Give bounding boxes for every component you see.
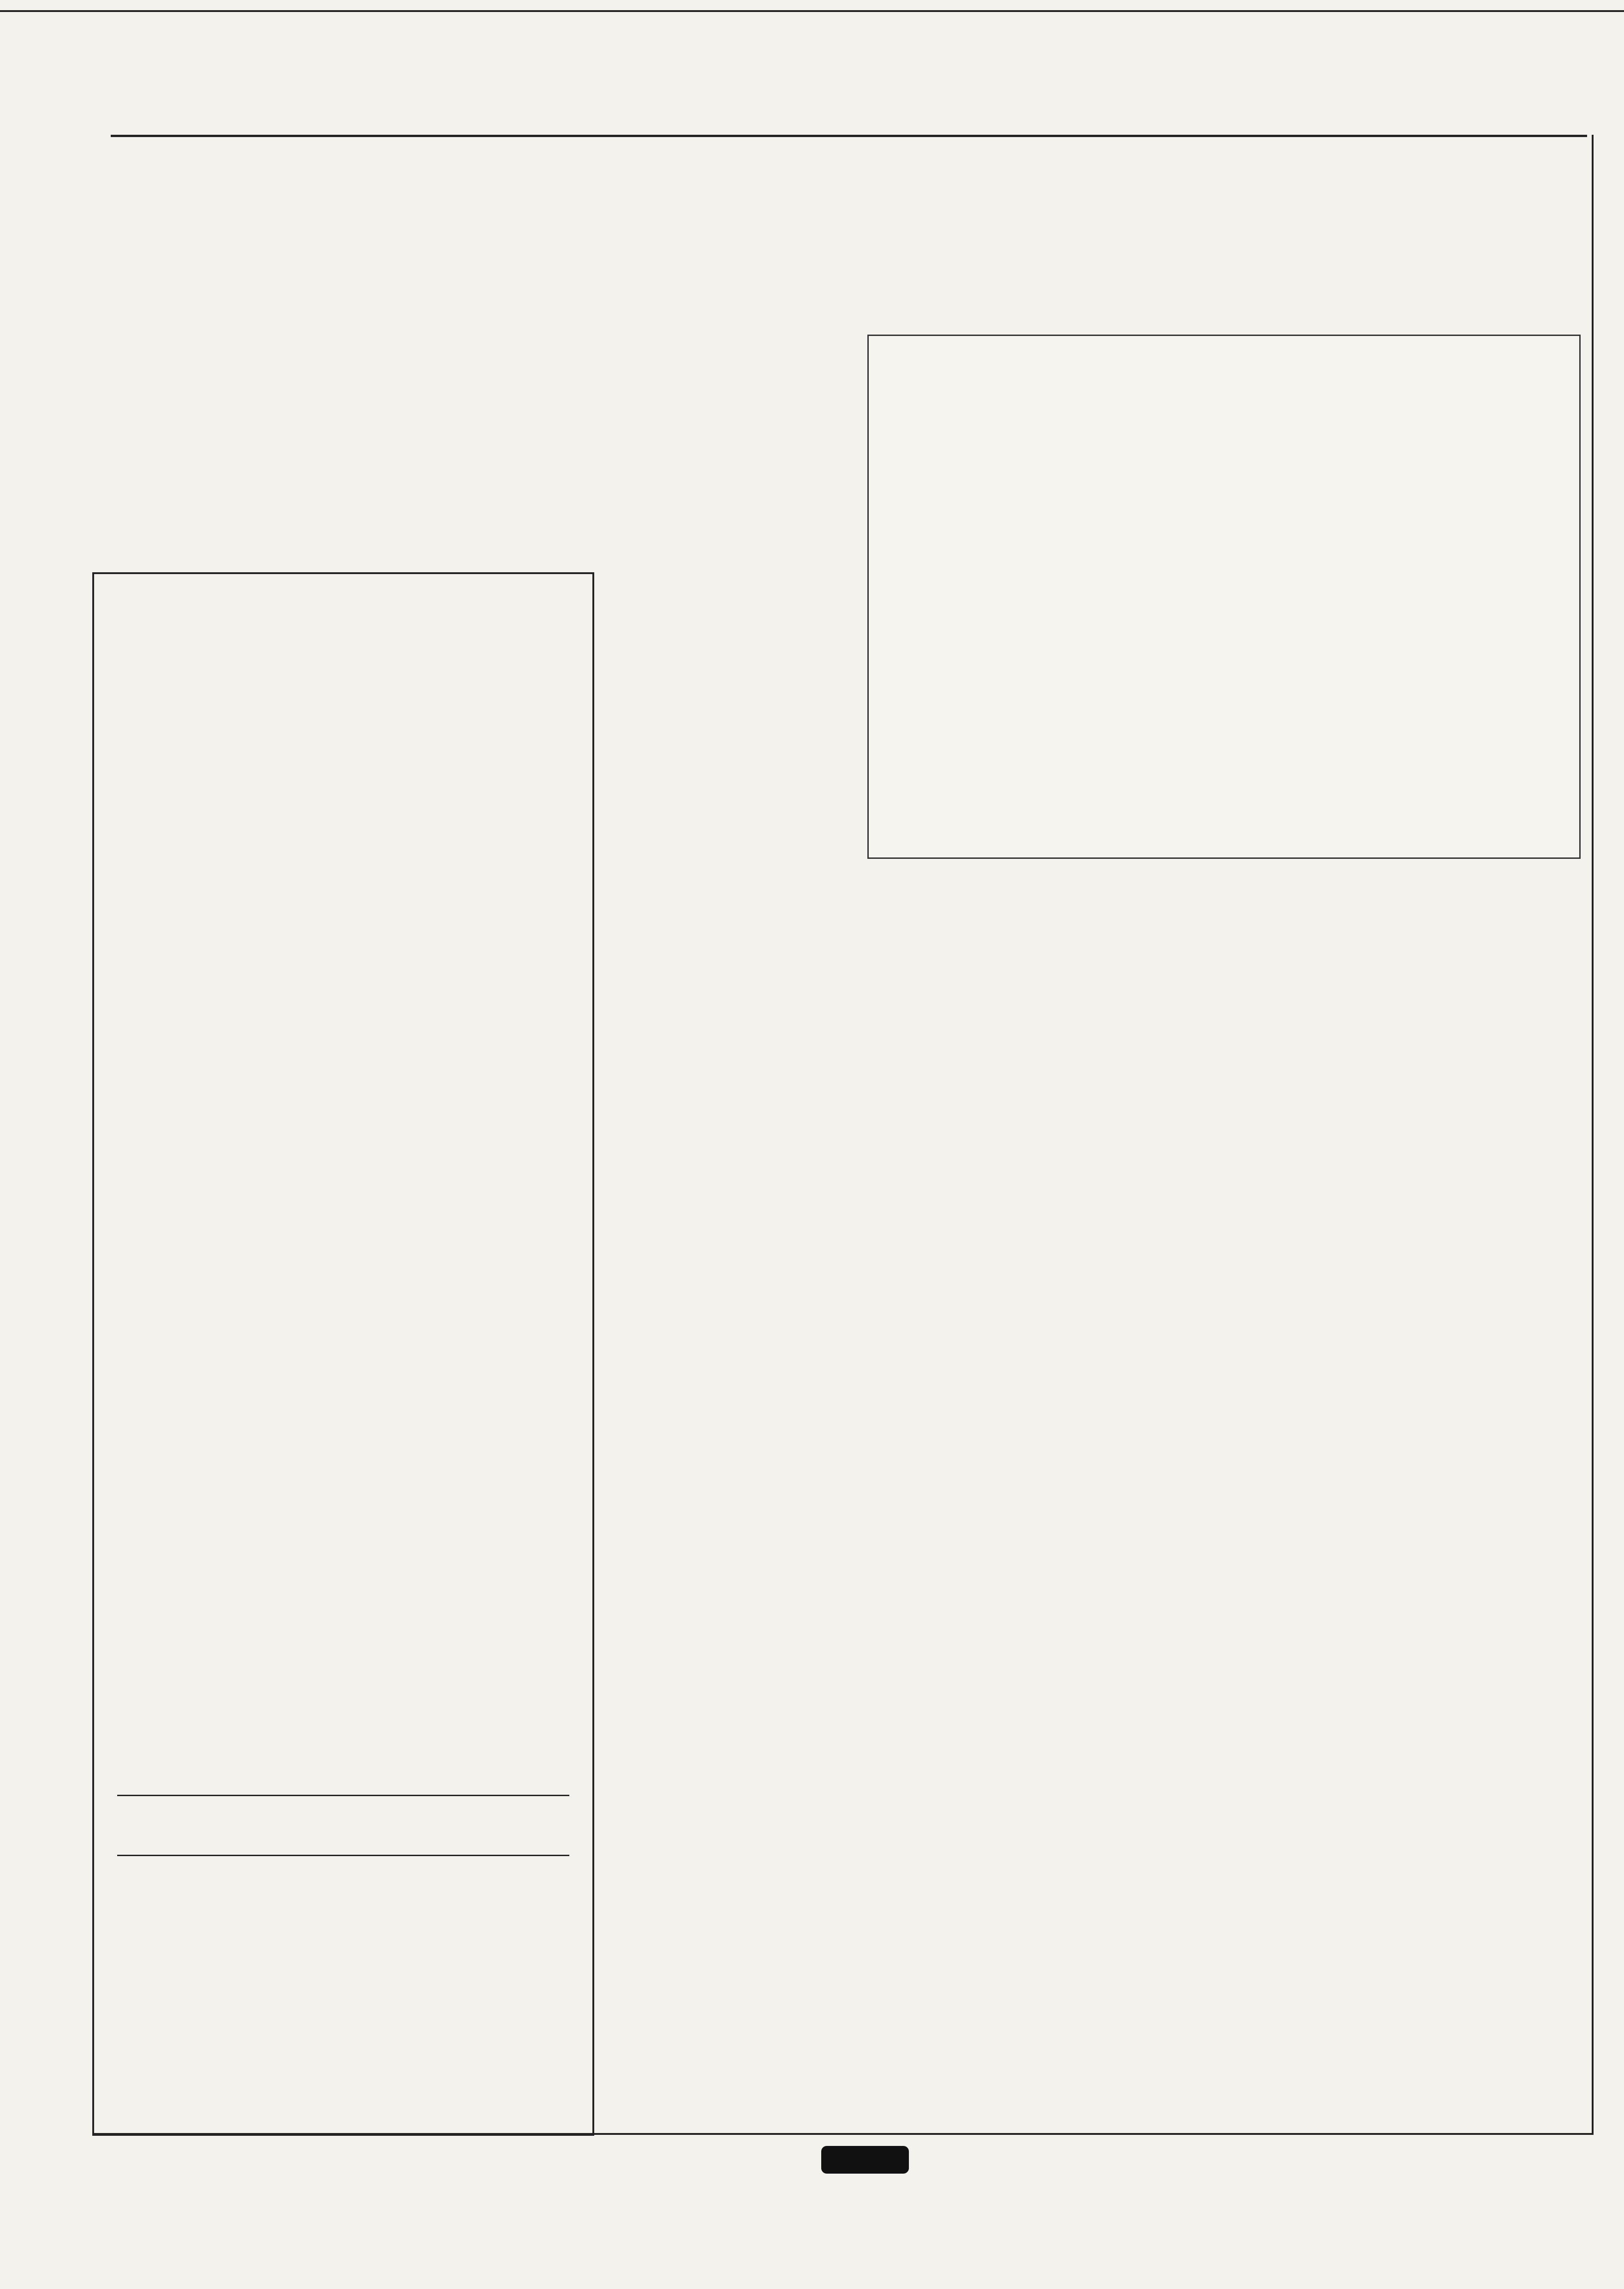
top-rule: [0, 10, 1624, 12]
footer-logo: [821, 2146, 909, 2174]
sidebar-box: [92, 572, 594, 2136]
sidebar-divider: [117, 1795, 569, 1796]
footer-rule: [92, 2133, 1594, 2135]
right-frame: [1592, 135, 1594, 2133]
dateline-rule: [111, 135, 1587, 137]
values-chart: [867, 335, 1581, 859]
survey-rule: [117, 1855, 569, 1856]
chart-svg: [869, 336, 1579, 857]
